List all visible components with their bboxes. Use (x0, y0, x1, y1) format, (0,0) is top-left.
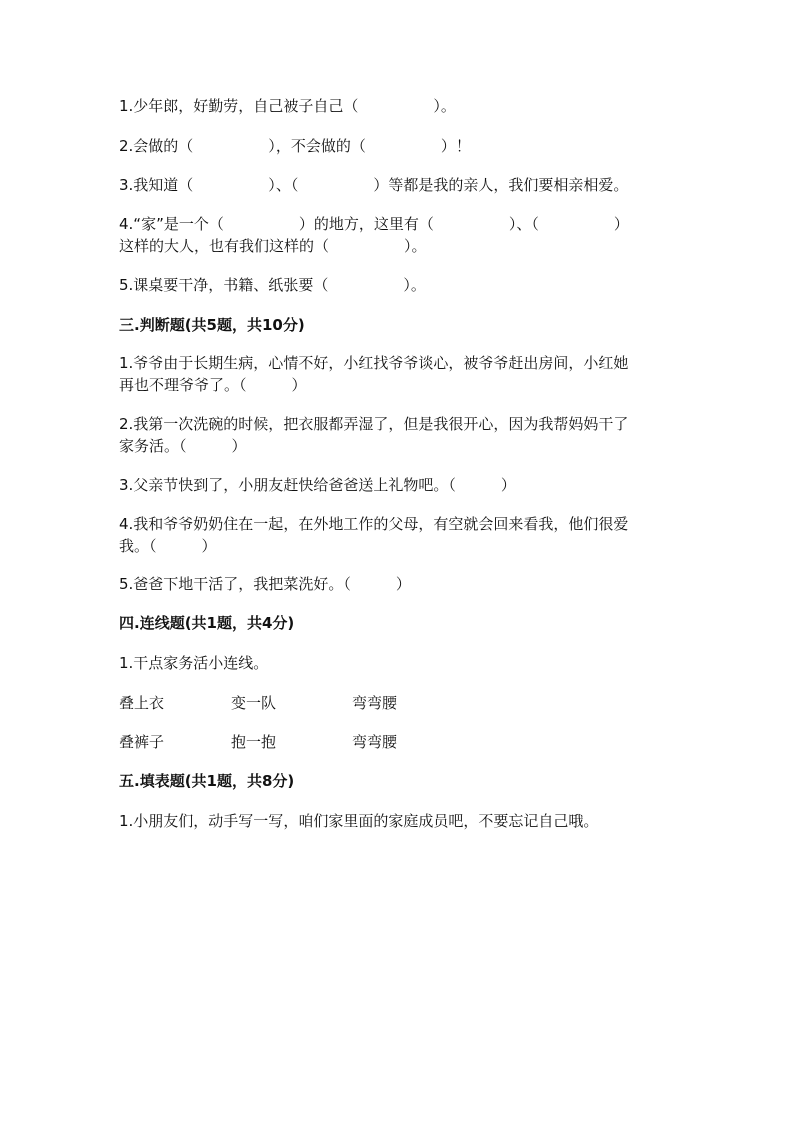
judge-question-4-line-1: 4.我和爷爷奶奶住在一起，在外地工作的父母，有空就会回来看我，他们很爱 (119, 515, 629, 533)
matching-question-1: 1.干点家务活小连线。 (119, 654, 269, 672)
judge-question-1-line-1: 1.爷爷由于长期生病，心情不好，小红找爷爷谈心，被爷爷赶出房间，小红她 (119, 354, 629, 372)
fill-blank-question-2: 2.会做的（ ），不会做的（ ）！ (119, 137, 471, 155)
matching-row-2 (119, 732, 539, 752)
table-fill-question-1: 1.小朋友们，动手写一写，咱们家里面的家庭成员吧，不要忘记自己哦。 (119, 812, 599, 830)
judge-question-5: 5.爸爸下地干活了，我把菜洗好。（ ） (119, 575, 411, 593)
fill-blank-question-4-line-1: 4.“家”是一个（ ）的地方，这里有（ ）、（ ） (119, 215, 629, 233)
fill-blank-question-5: 5.课桌要干净，书籍、纸张要（ ）。 (119, 276, 426, 294)
matching-item-right: 弯弯腰 (352, 694, 398, 712)
matching-item-middle: 变一队 (231, 694, 277, 712)
fill-blank-question-3: 3.我知道（ ）、（ ）等都是我的亲人，我们要相亲相爱。 (119, 176, 629, 194)
matching-item-middle: 抱一抱 (231, 733, 277, 751)
fill-blank-question-1: 1.少年郎，好勤劳，自己被子自己（ ）。 (119, 97, 456, 115)
section-heading-table-fill: 五.填表题(共1题，共8分) (119, 772, 295, 790)
section-heading-judge: 三.判断题(共5题，共10分) (119, 316, 305, 334)
section-heading-matching: 四.连线题(共1题，共4分) (119, 614, 295, 632)
fill-blank-question-4-line-2: 这样的大人，也有我们这样的（ ）。 (119, 237, 427, 255)
matching-item-left: 叠裤子 (119, 733, 165, 751)
matching-item-left: 叠上衣 (119, 694, 165, 712)
judge-question-1-line-2: 再也不理爷爷了。（ ） (119, 376, 307, 394)
judge-question-2-line-2: 家务活。（ ） (119, 437, 247, 455)
judge-question-4-line-2: 我。（ ） (119, 537, 217, 555)
matching-item-right: 弯弯腰 (352, 733, 398, 751)
matching-row-1 (119, 693, 539, 713)
judge-question-2-line-1: 2.我第一次洗碗的时候，把衣服都弄湿了，但是我很开心，因为我帮妈妈干了 (119, 415, 629, 433)
judge-question-3: 3.父亲节快到了，小朋友赶快给爸爸送上礼物吧。（ ） (119, 476, 516, 494)
